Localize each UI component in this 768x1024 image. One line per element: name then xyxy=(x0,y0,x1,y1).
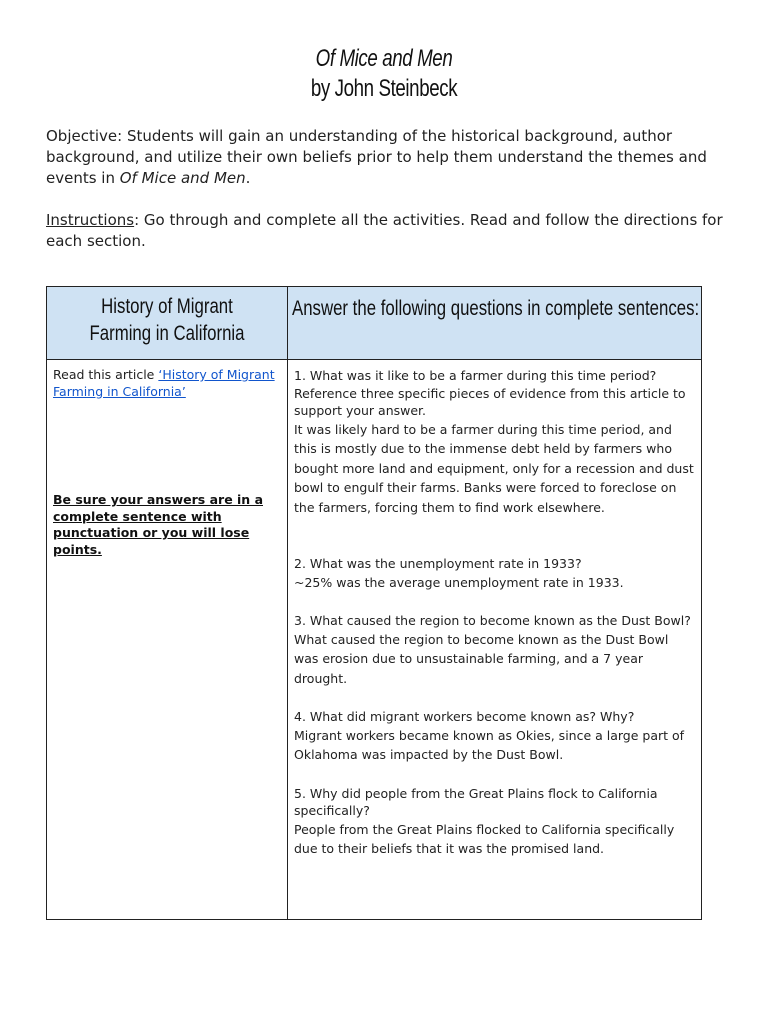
article-link[interactable]: ‘History of Migrant Farming in California’ xyxy=(53,367,275,399)
question-5: 5. Why did people from the Great Plains flock to California specifically? xyxy=(294,785,658,818)
question-1: 1. What was it like to be a farmer during this time period? Reference three specific pieces of evidence from this article to support your answer. xyxy=(294,368,686,418)
document-title xyxy=(0,44,768,104)
right-header-text: Answer the following questions in complete sentences: xyxy=(292,297,700,320)
instructions-text: : Go through and complete all the activities. Read and follow the directions for each section. xyxy=(46,211,723,250)
answer-1: It was likely hard to be a farmer during this time period, and this is mostly due to the immense debt held by farmers who bought more land and equipment, only for a recession and dust bowl to engulf their farms. Banks were forced to foreclose on the farmers, forcing them to find work elsewhere. xyxy=(294,421,694,515)
question-block-5 xyxy=(294,785,695,859)
question-4: 4. What did migrant workers become known as? Why? xyxy=(294,709,635,724)
question-3: 3. What caused the region to become known as the Dust Bowl? xyxy=(294,613,691,628)
answer-4: Migrant workers became known as Okies, since a large part of Oklahoma was impacted by the Dust Bowl. xyxy=(294,727,685,762)
left-header-cell xyxy=(47,287,288,360)
left-body-cell xyxy=(47,360,288,920)
answer-5: People from the Great Plains flocked to California specifically due to their beliefs that it was the promised land. xyxy=(294,821,675,856)
objective-suffix: . xyxy=(245,169,251,187)
objective-text: Objective: Students will gain an understanding of the historical background, author background, and utilize their own beliefs prior to help them understand the themes and events in xyxy=(46,127,707,187)
answer-3: What caused the region to become known as the Dust Bowl was erosion due to unsustainable farming, and a 7 year drought. xyxy=(294,631,669,686)
instructions-paragraph xyxy=(46,210,726,252)
question-block-4 xyxy=(294,708,695,765)
question-block-1 xyxy=(294,367,695,517)
answer-2: ~25% was the average unemployment rate in 1933. xyxy=(294,574,624,590)
objective-book-title: Of Mice and Men xyxy=(119,169,246,187)
left-header-text: History of Migrant Farming in California xyxy=(89,295,245,345)
right-body-cell xyxy=(288,360,702,920)
read-article-prefix: Read this article xyxy=(53,367,159,382)
title-author: by John Steinbeck xyxy=(310,75,458,102)
read-article-line xyxy=(53,367,281,400)
activity-table xyxy=(46,286,702,920)
objective-paragraph xyxy=(46,126,726,189)
answer-warning: Be sure your answers are in a complete sentence with punctuation or you will lose points. xyxy=(53,492,263,557)
instructions-label: Instructions xyxy=(46,211,135,229)
table-header-row xyxy=(47,287,702,360)
title-book: Of Mice and Men xyxy=(315,45,453,72)
question-block-2 xyxy=(294,555,695,592)
right-header-cell xyxy=(288,287,702,360)
question-block-3 xyxy=(294,612,695,688)
table-body-row xyxy=(47,360,702,920)
question-2: 2. What was the unemployment rate in 1933? xyxy=(294,556,582,571)
